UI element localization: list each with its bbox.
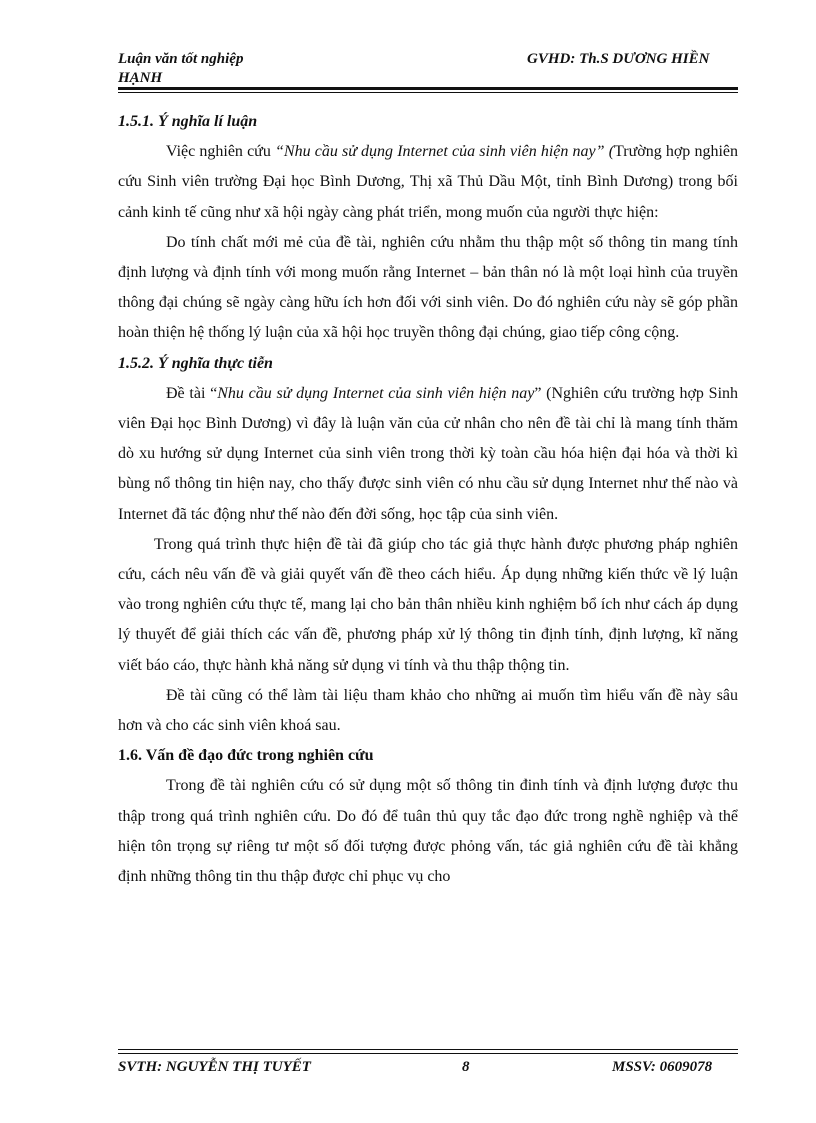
text-run: ” (Nghiên cứu trường hợp Sinh viên Đại học Bình Dương) vì đây là luận văn của cử nhân cho nên đề tài chỉ là mang tính thăm dò xu hướng sử dụng Internet của sinh viên trong thời kỳ toàn cầu hóa hiện đại hóa và thời kì bùng nổ thông tin hiện nay, cho thấy được sinh viên có nhu cầu sử dụng Internet như thế nào và Internet đã tác động như thế nào đến đời sống, học tập của sinh viên. <box>118 384 739 523</box>
page-number: 8 <box>462 1059 470 1075</box>
header-rule-thin <box>118 92 738 93</box>
paragraph-1-5-1-a <box>118 137 738 228</box>
paragraph-1-6-a: Trong đề tài nghiên cứu có sử dụng một số thông tin đinh tính và định lượng được thu thập trong quá trình nghiên cứu. Do đó để tuân thủ quy tắc đạo đức trong nghề nghiệp và thể hiện tôn trọng sự riêng tư một số đối tượng được phỏng vấn, tác giả nghiên cứu đề tài khẳng định những thông tin thu thập được chỉ phục vụ cho <box>118 777 738 886</box>
section-heading-1-5-1: 1.5.1. Ý nghĩa lí luận <box>118 113 258 130</box>
footer-rule-top <box>118 1049 738 1050</box>
header-rule-thick <box>118 87 738 90</box>
paragraph-1-5-2-c: Đề tài cũng có thể làm tài liệu tham khảo cho những ai muốn tìm hiểu vấn đề này sâu hơn và cho các sinh viên khoá sau. <box>118 686 738 735</box>
header-left-line1: Luận văn tốt nghiệp <box>118 51 244 67</box>
text-run: Đề tài “ <box>166 384 218 402</box>
footer-student-id: MSSV: 0609078 <box>612 1059 713 1075</box>
text-run: Việc nghiên cứu <box>166 143 275 161</box>
header-left <box>118 50 318 88</box>
paragraph-1-5-1-b: Do tính chất mới mẻ của đề tài, nghiên cứu nhằm thu thập một số thông tin mang tính định lượng và định tính với mong muốn rằng Internet – bản thân nó là một loại hình của truyền thông đại chúng sẽ ngày càng hữu ích hơn đối với sinh viên. Do đó nghiên cứu này sẽ góp phần hoàn thiện hệ thống lý luận của xã hội học truyền thông đại chúng, giao tiếp công cộng. <box>118 233 738 342</box>
text-run: Trường hợp nghiên cứu Sinh viên trường Đại học Bình Dương, Thị xã Thủ Dầu Một, tỉnh Bình Dương) trong bối cảnh kinh tế cũng như xã hội ngày càng phát triển, mong muốn của người thực hiện: <box>118 143 739 221</box>
paragraph-1-5-2-b: Trong quá trình thực hiện đề tài đã giúp cho tác giả thực hành được phương pháp nghiên cứu, cách nêu vấn đề và giải quyết vấn đề theo cách hiểu. Áp dụng những kiến thức về lý luận vào trong nghiên cứu thực tế, mang lại cho bản thân nhiều kinh nghiệm bổ ích như cách áp dụng lý thuyết để giải thích các vấn đề, phương pháp xử lý thông tin định tính, định lượng, kĩ năng viết báo cáo, thực hành khả năng sử dụng vi tính và thu thập thộng tin. <box>118 535 738 674</box>
paragraph-1-5-2-a <box>118 379 738 530</box>
header-right: GVHD: Th.S DƯƠNG HIỀN <box>527 51 710 67</box>
document-body <box>118 107 738 892</box>
italic-title: “Nhu cầu sử dụng Internet của sinh viên hiện nay” ( <box>275 143 615 161</box>
footer-student: SVTH: NGUYỄN THỊ TUYẾT <box>118 1059 311 1075</box>
header-left-line2: HẠNH <box>118 70 163 86</box>
footer-rule-bottom <box>118 1053 738 1054</box>
section-heading-1-6: 1.6. Vấn đề đạo đức trong nghiên cứu <box>118 747 374 765</box>
italic-title: Nhu cầu sử dụng Internet của sinh viên hiện nay <box>217 384 535 402</box>
section-heading-1-5-2: 1.5.2. Ý nghĩa thực tiễn <box>118 354 273 372</box>
